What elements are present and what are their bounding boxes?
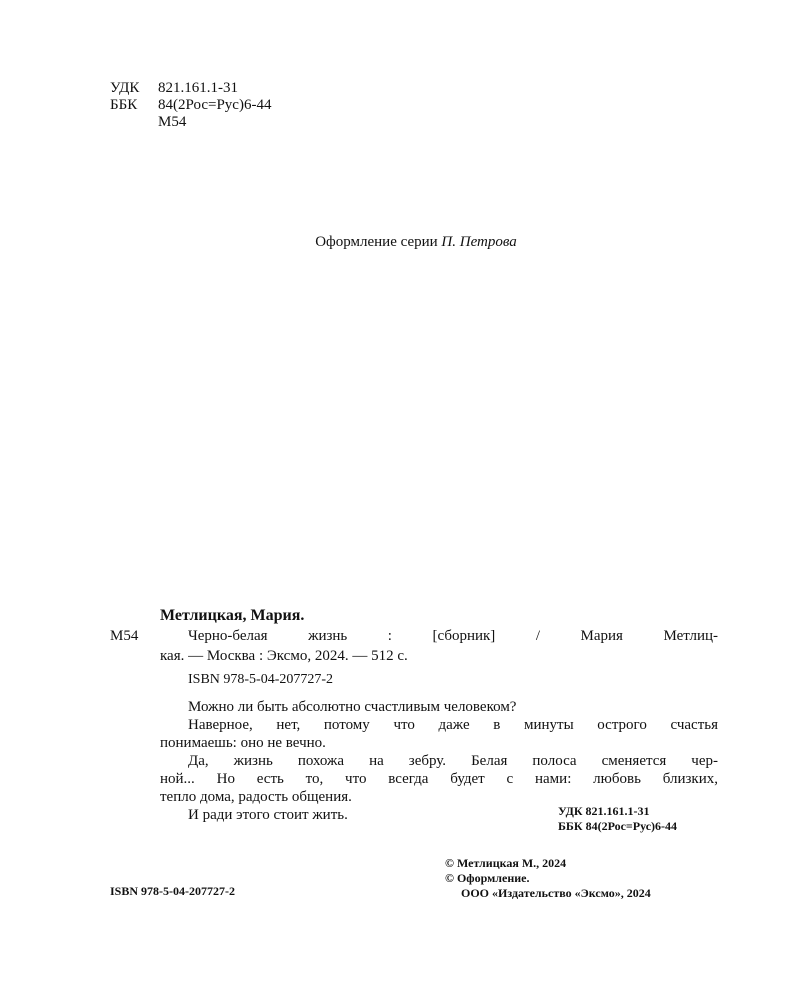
bbk-code-right: ББК 84(2Рос=Рус)6-44: [558, 819, 678, 833]
copyright-publisher: ООО «Издательство «Эксмо», 2024: [461, 886, 651, 900]
author-mark-row: [110, 114, 271, 131]
udk-code-right: УДК 821.161.1-31: [558, 804, 650, 818]
annotation-line-2: Наверное, нет, потому что даже в минуты острого счастья: [188, 717, 718, 733]
series-design-prefix: Оформление серии: [315, 234, 442, 250]
bib-author: Метлицкая, Мария.: [160, 607, 305, 624]
bib-isbn: ISBN 978-5-04-207727-2: [188, 672, 334, 687]
bbk-value: 84(2Рос=Рус)6-44: [158, 97, 272, 113]
author-mark: М54: [158, 114, 187, 130]
annotation-line-3: понимаешь: оно не вечно.: [160, 735, 326, 751]
annotation-line-5: ной... Но есть то, что всегда будет с нами: любовь близких,: [160, 771, 718, 787]
series-designer-name: П. Петрова: [441, 234, 517, 250]
udk-row: [110, 80, 271, 97]
copyright-design: © Оформление.: [445, 871, 530, 885]
udk-key: УДК: [110, 80, 140, 96]
annotation-line-7: И ради этого стоит жить.: [188, 807, 348, 823]
annotation-line-6: тепло дома, радость общения.: [160, 789, 352, 805]
bbk-row: [110, 97, 271, 114]
copyright-block: [445, 856, 651, 901]
annotation-line-1: Можно ли быть абсолютно счастливым человеком?: [188, 699, 517, 715]
codes-right-block: [558, 804, 677, 834]
annotation-line-4: Да, жизнь похожа на зебру. Белая полоса сменяется чер-: [188, 753, 718, 769]
classification-block: [110, 80, 271, 131]
bib-code: М54: [110, 628, 139, 644]
udk-value: 821.161.1-31: [158, 80, 238, 96]
bbk-key: ББК: [110, 97, 138, 113]
series-design: [0, 234, 800, 251]
bib-title-line-1: Черно-белая жизнь : [сборник] / Мария Метлиц-: [188, 628, 718, 644]
isbn-bottom: ISBN 978-5-04-207727-2: [110, 884, 235, 898]
bib-title-line-2: кая. — Москва : Эксмо, 2024. — 512 с.: [160, 648, 408, 664]
copyright-author: © Метлицкая М., 2024: [445, 856, 567, 870]
